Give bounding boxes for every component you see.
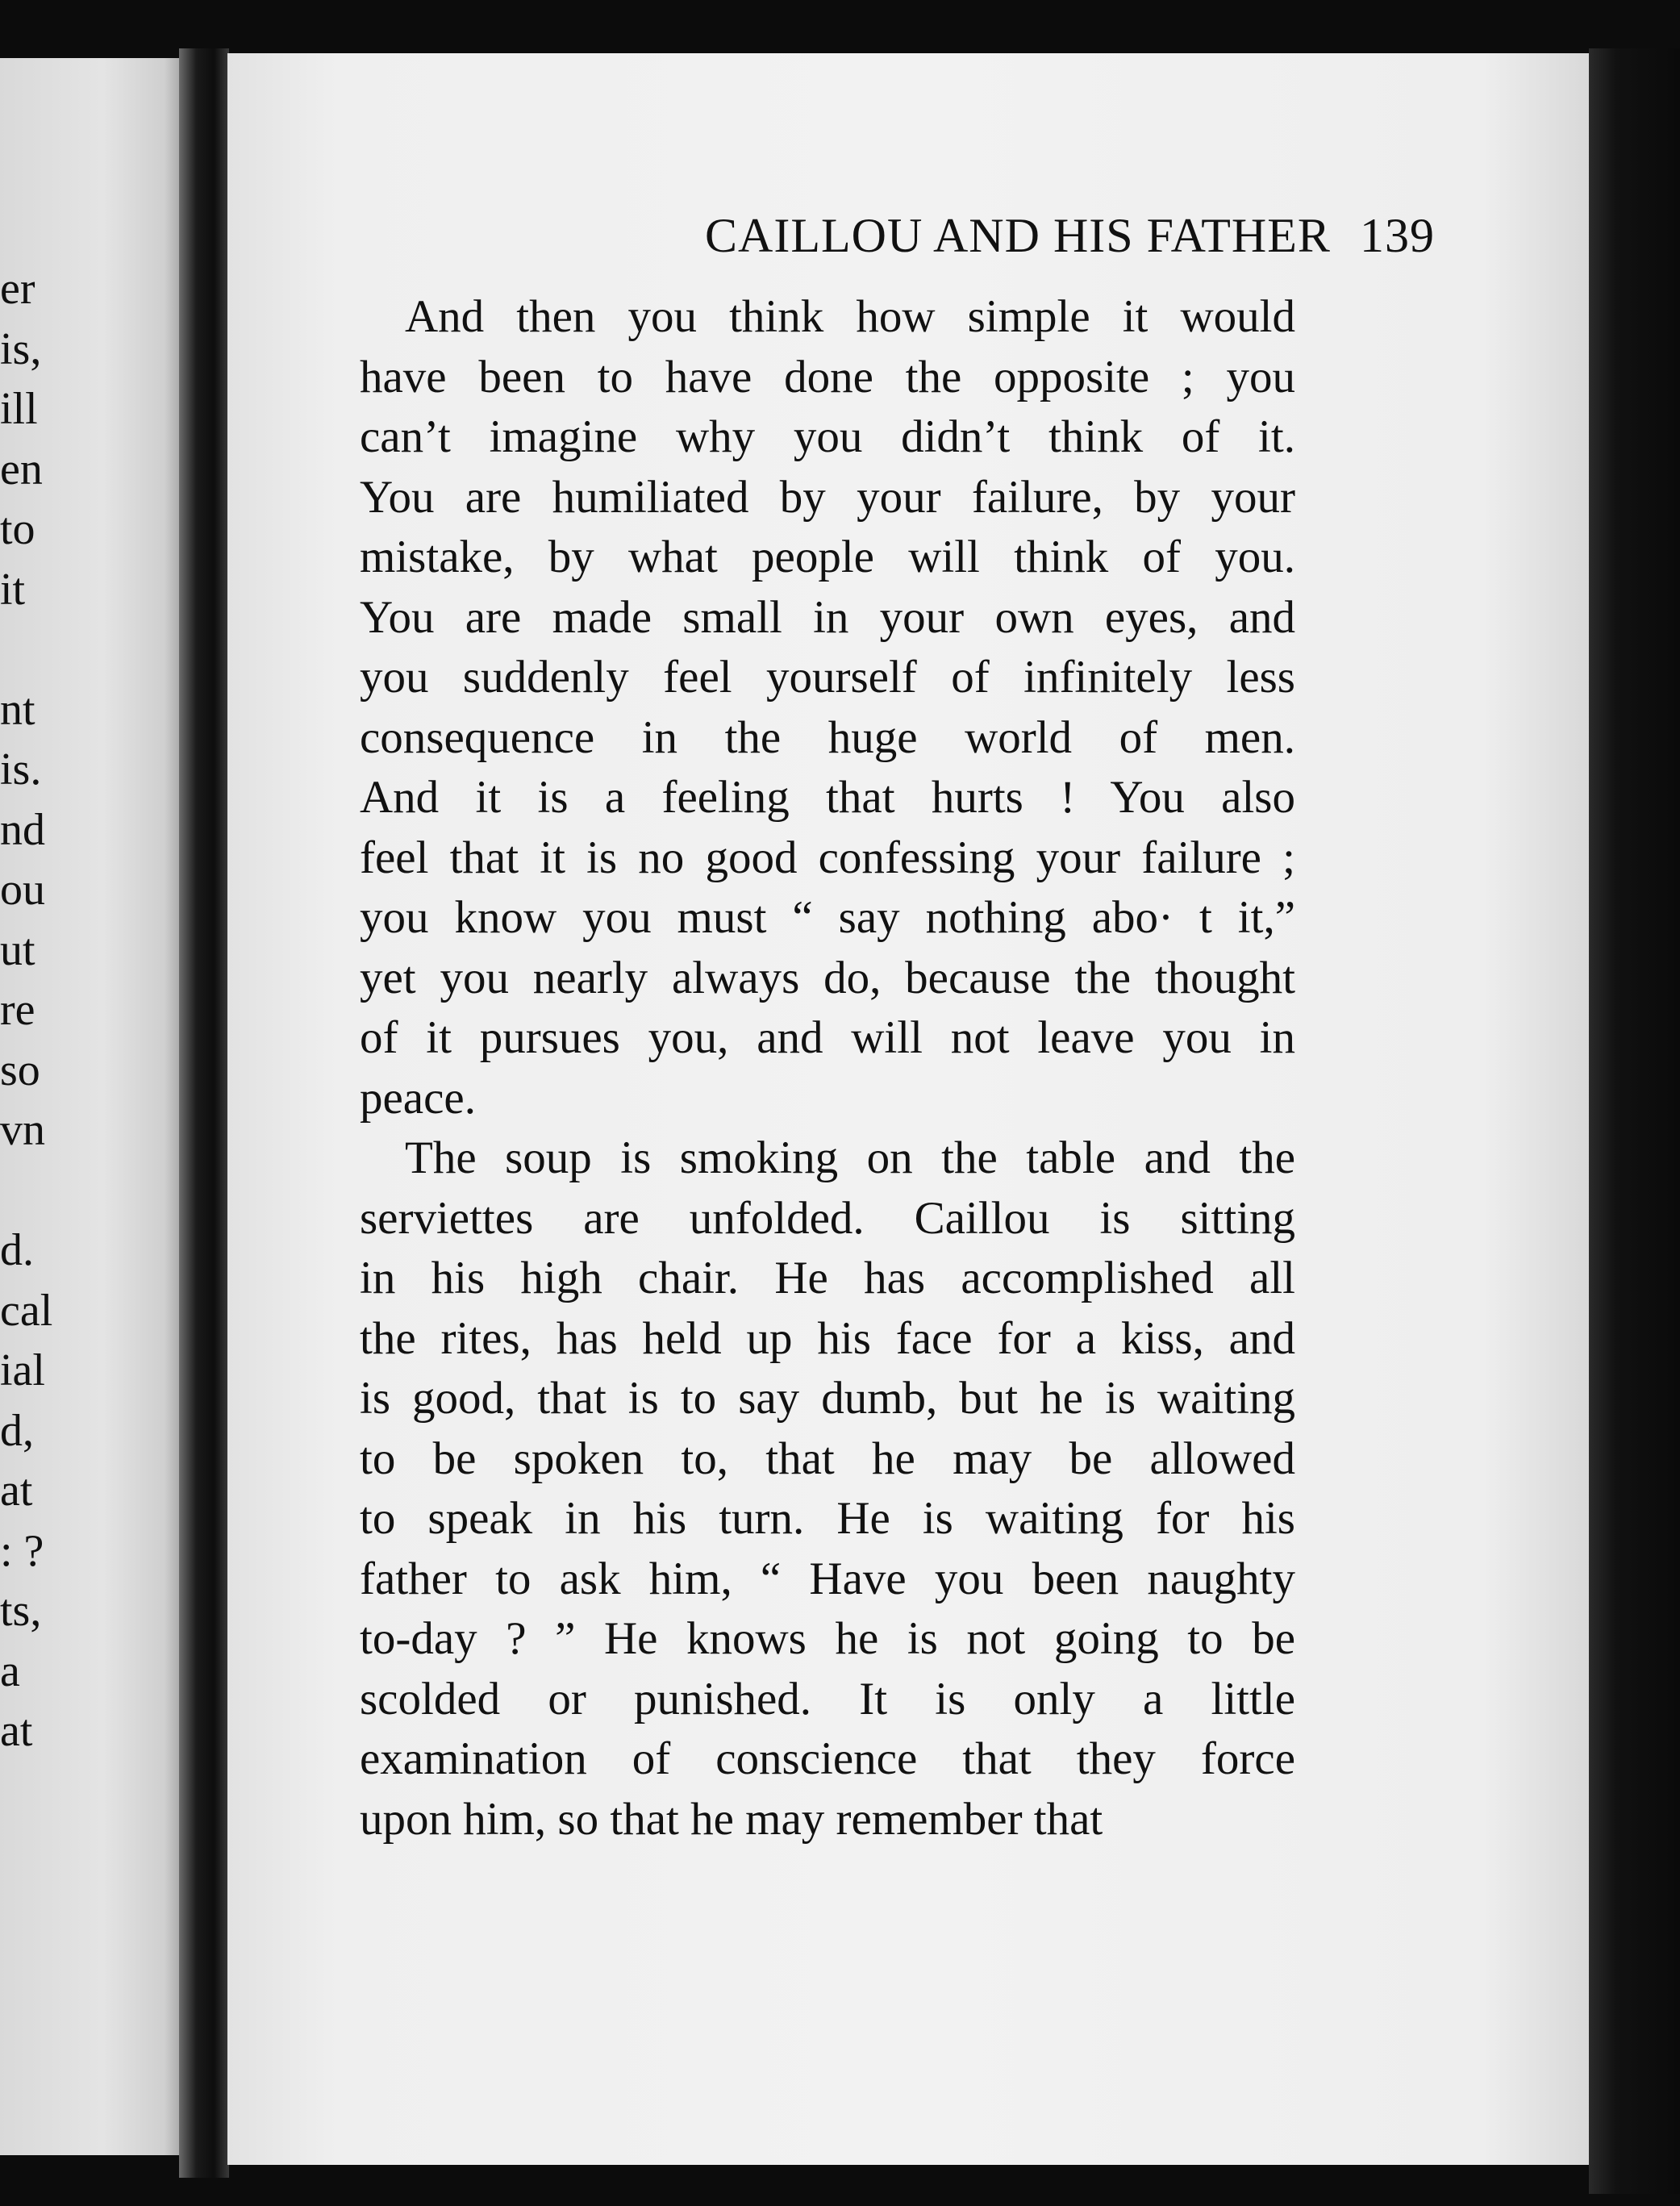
text-line: to be spoken to, that he may be allowed xyxy=(360,1432,1295,1484)
previous-page-line-fragment: is, xyxy=(0,323,42,374)
previous-page-line-fragment: vn xyxy=(0,1105,45,1155)
text-line: And it is a feeling that hurts ! You also xyxy=(360,772,1295,823)
text-line: And then you think how simple it would xyxy=(405,291,1295,342)
previous-page-line-fragment: re xyxy=(0,985,35,1035)
previous-page-line-fragment: d. xyxy=(0,1225,34,1275)
previous-page-line-fragment: nd xyxy=(0,804,45,855)
previous-page-line-fragment: at xyxy=(0,1706,33,1756)
text-line: You are made small in your own eyes, and xyxy=(360,591,1295,643)
page-edge-shadow xyxy=(1589,48,1680,2194)
previous-page-line-fragment: it xyxy=(0,564,26,615)
previous-page-line-fragment: ut xyxy=(0,924,35,975)
text-line: feel that it is no good confessing your failure ; xyxy=(360,832,1295,883)
text-line: mistake, by what people will think of you. xyxy=(360,532,1295,582)
previous-page-line-fragment: to xyxy=(0,504,35,554)
text-line: consequence in the huge world of men. xyxy=(360,711,1295,763)
previous-page-line-fragment: : ? xyxy=(0,1525,44,1576)
text-line: serviettes are unfolded. Caillou is sitting xyxy=(360,1192,1295,1244)
text-line: scolded or punished. It is only a little xyxy=(360,1673,1295,1724)
text-line: examination of conscience that they force xyxy=(360,1733,1295,1784)
text-line: peace. xyxy=(360,1072,476,1124)
previous-page-line-fragment: ill xyxy=(0,384,38,434)
text-line: upon him, so that he may remember that xyxy=(360,1793,1103,1845)
previous-page xyxy=(0,58,187,2155)
text-line: You are humiliated by your failure, by your xyxy=(360,471,1295,523)
body-text xyxy=(360,287,1295,1849)
previous-page-line-fragment: a xyxy=(0,1645,20,1696)
previous-page-line-fragment: ts, xyxy=(0,1586,42,1636)
previous-page-line-fragment: en xyxy=(0,444,43,494)
text-line: yet you nearly always do, because the thought xyxy=(360,952,1295,1003)
previous-page-line-fragment: so xyxy=(0,1045,40,1095)
text-line: can’t imagine why you didn’t think of it. xyxy=(360,411,1295,462)
text-line: of it pursues you, and will not leave you in xyxy=(360,1012,1295,1063)
previous-page-line-fragment: at xyxy=(0,1466,33,1516)
previous-page-fragments xyxy=(0,58,187,2155)
current-page xyxy=(227,53,1592,2165)
previous-page-line-fragment: cal xyxy=(0,1285,53,1336)
previous-page-line-fragment: er xyxy=(0,264,35,314)
previous-page-line-fragment: nt xyxy=(0,684,35,735)
text-line: to-day ? ” He knows he is not going to be xyxy=(360,1613,1295,1664)
previous-page-line-fragment: d, xyxy=(0,1405,34,1456)
text-line: the rites, has held up his face for a kiss, and xyxy=(360,1312,1295,1364)
text-line: have been to have done the opposite ; you xyxy=(360,351,1295,402)
text-line: you suddenly feel yourself of infinitely less xyxy=(360,652,1295,703)
text-line: The soup is smoking on the table and the xyxy=(405,1132,1295,1183)
text-line: father to ask him, “ Have you been naughty xyxy=(360,1553,1295,1604)
previous-page-line-fragment: ou xyxy=(0,865,45,915)
page-number: 139 xyxy=(1360,209,1435,262)
text-line: you know you must “ say nothing abo· t it,” xyxy=(360,892,1295,943)
previous-page-line-fragment: ial xyxy=(0,1345,45,1395)
text-line: to speak in his turn. He is waiting for his xyxy=(360,1493,1295,1544)
running-title: CAILLOU AND HIS FATHER xyxy=(705,209,1331,262)
previous-page-line-fragment: is. xyxy=(0,744,42,794)
text-line: in his high chair. He has accomplished all xyxy=(360,1253,1295,1303)
book-gutter xyxy=(179,48,229,2178)
running-head xyxy=(360,203,1537,268)
text-line: is good, that is to say dumb, but he is waiting xyxy=(360,1373,1295,1424)
